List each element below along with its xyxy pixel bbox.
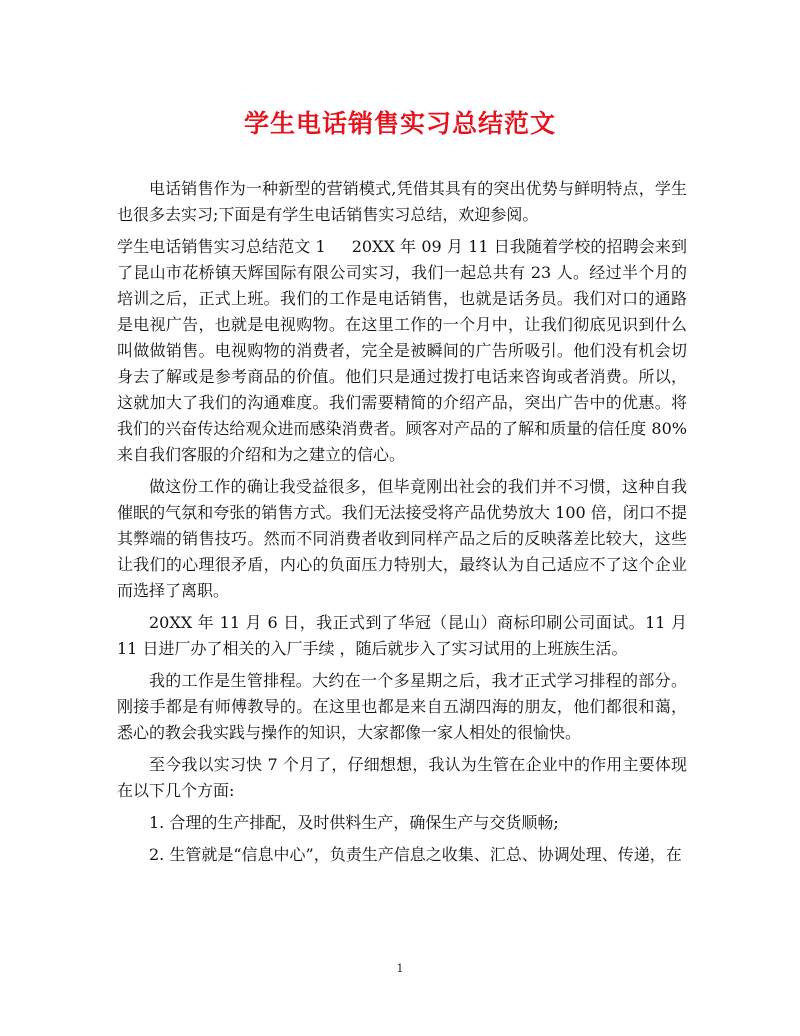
paragraph-4: 我的工作是生管排程。大约在一个多星期之后，我才正式学习排程的部分。刚接手都是有师傅教导的。在这里也都是来自五湖四海的朋友，他们都很和蔼，悉心的教会我实践与操作的知识，大家都像一家人相处的很愉快。	[117, 671, 687, 742]
section-heading: 学生电话销售实习总结范文 1	[117, 237, 326, 256]
section-paragraph	[117, 234, 687, 468]
paragraph-2: 做这份工作的确让我受益很多，但毕竟刚出社会的我们并不习惯，这种自我催眠的气氛和夸张的销售方式。我们无法接受将产品优势放大 100 倍，闭口不提其弊端的销售技巧。然而不同消费者收到同样产品之后的反映落差比较大，这些让我们的心理很矛盾，内心的负面压力特别大，最终认为自己适应不了这个企业而选择了离职。	[117, 477, 687, 600]
paragraph-1: 20XX 年 09 月 11 日我随着学校的招聘会来到了昆山市花桥镇天辉国际有限公司实习，我们一起总共有 23 人。经过半个月的培训之后，正式上班。我们的工作是电话销售，也就是话务员。我们对口的通路是电视广告，也就是电视购物。在这里工作的一个月中，让我们彻底见识到什么叫做做销售。电视购物的消费者，完全是被瞬间的广告所吸引。他们没有机会切身去了解或是参考商品的价值。他们只是通过拨打电话来咨询或者消费。所以，这就加大了我们的沟通难度。我们需要精简的介绍产品，突出广告中的优惠。将我们的兴奋传达给观众进而感染消费者。顾客对产品的了解和质量的信任度 80%来自我们客服的介绍和为之建立的信心。	[117, 237, 687, 464]
list-item: 2. 生管就是“信息中心”，负责生产信息之收集、汇总、协调处理、传递，在	[149, 845, 682, 864]
list-item: 1. 合理的生产排配，及时供料生产，确保生产与交货顺畅;	[149, 813, 559, 832]
paragraph-5: 至今我以实习快 7 个月了，仔细想想，我认为生管在企业中的作用主要体现在以下几个方面:	[117, 755, 687, 800]
page-number: 1	[396, 962, 404, 975]
document-title: 学生电话销售实习总结范文	[243, 109, 556, 138]
paragraph-3: 20XX 年 11 月 6 日，我正式到了华冠（昆山）商标印刷公司面试。11 月 11 日进厂办了相关的入厂手续 ，随后就步入了实习试用的上班族生活。	[117, 613, 687, 658]
intro-paragraph: 电话销售作为一种新型的营销模式,凭借其具有的突出优势与鲜明特点，学生也很多去实习;下面是有学生电话销售实习总结，欢迎参阅。	[117, 179, 687, 224]
document-body	[117, 176, 687, 874]
